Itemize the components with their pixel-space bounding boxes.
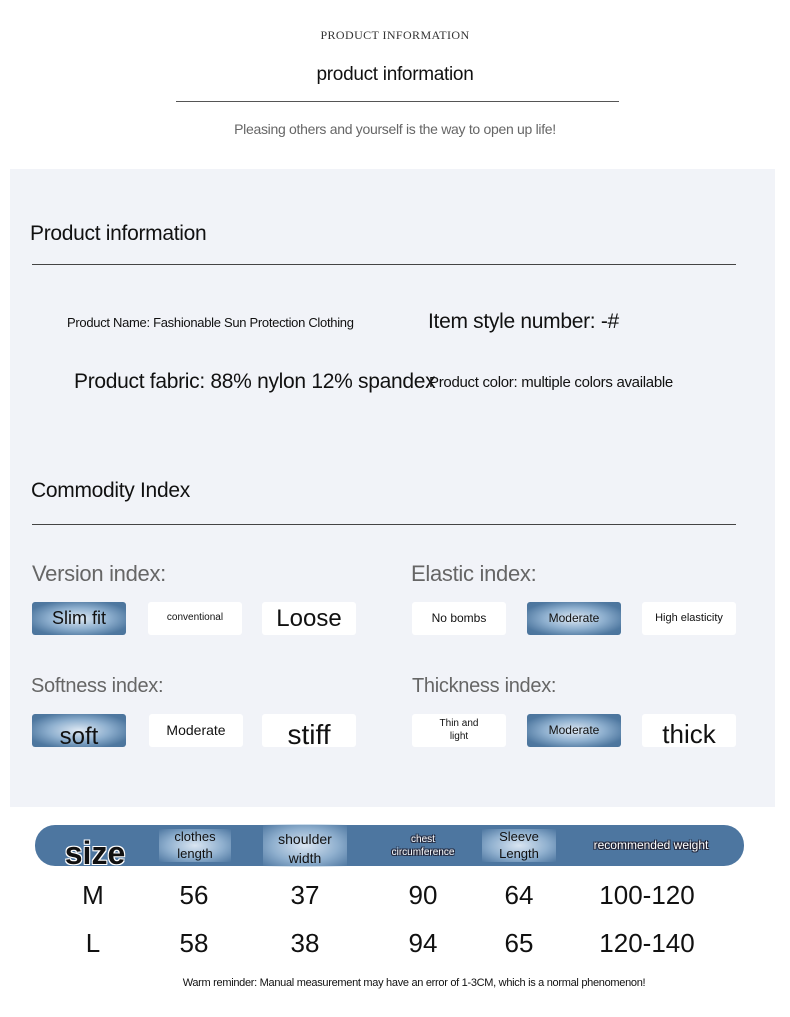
- thickness-index-label: Thickness index:: [412, 675, 557, 697]
- softness-index-label: Softness index:: [31, 675, 164, 697]
- warm-reminder-note: Warm reminder: Manual measurement may have an error of 1-3CM, which is a normal phenomenon!: [182, 977, 646, 989]
- shoulder-width-header: shoulder width: [255, 825, 355, 866]
- thickness-option-thin-light: Thin and light: [412, 714, 506, 747]
- title-divider: [176, 101, 619, 102]
- clothes-length-header: clothes length: [150, 825, 240, 866]
- version-option-conventional: conventional: [148, 602, 242, 635]
- version-index-label: Version index:: [32, 561, 166, 586]
- size-header: size: [64, 834, 126, 871]
- table-cell-shoulder-m: 37: [290, 880, 320, 910]
- tagline: Pleasing others and yourself is the way to open up life!: [234, 121, 556, 137]
- version-option-loose: Loose: [262, 602, 356, 635]
- softness-option-moderate: Moderate: [149, 714, 243, 747]
- commodity-index-divider: [32, 524, 736, 525]
- thickness-option-moderate: Moderate: [527, 714, 621, 747]
- chest-circumference-header: chest circumference: [391, 833, 455, 858]
- table-cell-weight-m: 100-120: [599, 880, 695, 910]
- table-cell-shoulder-l: 38: [290, 928, 320, 958]
- table-cell-length-m: 56: [179, 880, 209, 910]
- elastic-option-high-elasticity: High elasticity: [642, 602, 736, 635]
- table-cell-chest-m: 90: [408, 880, 438, 910]
- softness-option-soft: soft: [32, 714, 126, 747]
- eyebrow-title: PRODUCT INFORMATION: [320, 28, 470, 42]
- product-name: Product Name: Fashionable Sun Protection Clothing: [67, 315, 354, 330]
- softness-option-stiff: stiff: [262, 714, 356, 747]
- table-cell-sleeve-l: 65: [504, 928, 534, 958]
- table-cell-chest-l: 94: [408, 928, 438, 958]
- page-title: product information: [316, 64, 474, 85]
- elastic-option-no-bombs: No bombs: [412, 602, 506, 635]
- table-cell-size-l: L: [85, 928, 101, 958]
- item-style-number: Item style number: -#: [428, 310, 619, 333]
- table-cell-weight-l: 120-140: [599, 928, 695, 958]
- table-cell-length-l: 58: [179, 928, 209, 958]
- product-color: Product color: multiple colors available: [429, 374, 673, 391]
- commodity-index-title: Commodity Index: [31, 479, 190, 502]
- recommended-weight-header: recommended weight: [593, 837, 709, 852]
- product-info-title: Product information: [30, 222, 207, 245]
- thickness-option-thick: thick: [642, 714, 736, 747]
- table-cell-sleeve-m: 64: [504, 880, 534, 910]
- product-info-divider: [32, 264, 736, 265]
- version-option-slim-fit: Slim fit: [32, 602, 126, 635]
- elastic-index-label: Elastic index:: [411, 561, 537, 586]
- table-cell-size-m: M: [82, 880, 104, 910]
- product-fabric: Product fabric: 88% nylon 12% spandex: [74, 370, 436, 393]
- sleeve-length-header: Sleeve Length: [476, 825, 562, 866]
- elastic-option-moderate: Moderate: [527, 602, 621, 635]
